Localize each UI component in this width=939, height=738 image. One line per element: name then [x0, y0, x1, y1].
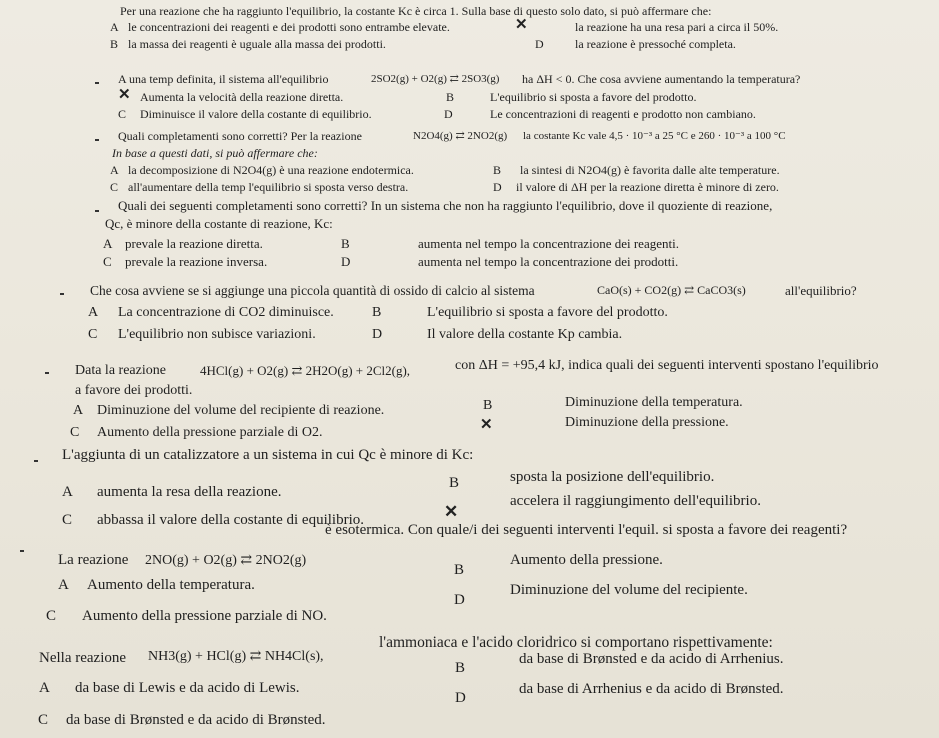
option-letter: D	[444, 107, 453, 121]
option-letter: B	[341, 236, 350, 251]
option-letter: C	[118, 107, 127, 121]
option-text: da base di Brønsted e da acido di Brønsted.	[66, 712, 326, 728]
option-letter: B	[493, 163, 502, 177]
option-text: Aumento della pressione.	[510, 552, 663, 568]
option-letter: D	[341, 254, 351, 269]
option-text: Diminuzione della pressione.	[565, 415, 729, 430]
equation: 4HCl(g) + O2(g) ⇄ 2H2O(g) + 2Cl2(g),	[200, 363, 411, 378]
question-stem: Che cosa avviene se si aggiunge una piccola quantità di ossido di calcio al sistema	[90, 283, 535, 298]
option-text: il valore di ΔH per la reazione diretta è minore di zero.	[516, 180, 779, 194]
option-text: le concentrazioni dei reagenti e dei prodotti sono entrambe elevate.	[128, 20, 450, 34]
option-text: L'equilibrio si sposta a favore del prodotto.	[427, 305, 668, 320]
option-letter: C	[103, 254, 112, 269]
question-stem: è esotermica. Con quale/i dei seguenti interventi l'equil. si sposta a favore dei reagenti?	[325, 522, 848, 538]
option-letter: D	[372, 327, 383, 342]
option-letter: B	[455, 660, 466, 676]
question-stem: la costante Kc vale 4,5 · 10⁻³ a 25 °C e 260 · 10⁻³ a 100 °C	[523, 130, 786, 142]
option-letter: A	[110, 20, 119, 34]
option-letter: A	[110, 163, 119, 177]
question-stem: con ΔH = +95,4 kJ, indica quali dei seguenti interventi spostano l'equilibrio	[455, 358, 879, 373]
option-text: accelera il raggiungimento dell'equilibrio.	[510, 493, 761, 509]
option-text: aumenta la resa della reazione.	[97, 484, 282, 500]
cross-mark-icon: ✕	[444, 502, 459, 521]
equation: 2SO2(g) + O2(g) ⇄ 2SO3(g)	[371, 73, 500, 85]
option-letter: C	[88, 327, 98, 342]
option-text: L'equilibrio non subisce variazioni.	[118, 327, 316, 342]
option-text: Aumenta la velocità della reazione diretta.	[140, 90, 344, 104]
option-text: Diminuisce il valore della costante di equilibrio.	[140, 107, 372, 121]
option-text: Diminuzione del volume del recipiente di reazione.	[97, 403, 385, 418]
equation: CaO(s) + CO2(g) ⇄ CaCO3(s)	[597, 283, 746, 297]
option-letter: A	[39, 680, 50, 696]
option-text: all'aumentare della temp l'equilibrio si sposta verso destra.	[128, 180, 409, 194]
option-text: aumenta nel tempo la concentrazione dei prodotti.	[418, 254, 679, 269]
question-stem: La reazione	[58, 552, 129, 568]
option-text: La concentrazione di CO2 diminuisce.	[118, 305, 334, 320]
option-letter: D	[493, 180, 502, 194]
option-text: la reazione è pressoché completa.	[575, 37, 736, 51]
option-letter: C	[110, 180, 119, 194]
option-letter: A	[103, 236, 113, 251]
option-text: Diminuzione della temperatura.	[565, 395, 743, 410]
option-text: la reazione ha una resa pari a circa il 50%.	[575, 20, 779, 34]
option-text: la massa dei reagenti è uguale alla massa dei prodotti.	[128, 37, 386, 51]
question-stem: Data la reazione	[75, 363, 166, 378]
question-stem: Quali dei seguenti completamenti sono corretti? In un sistema che non ha raggiunto l'equilibrio, dove il quoziente di reazione,	[118, 198, 773, 213]
option-text: Aumento della temperatura.	[87, 577, 255, 593]
question-stem: In base a questi dati, si può affermare che:	[112, 146, 318, 160]
question-stem: L'aggiunta di un catalizzatore a un sistema in cui Qc è minore di Kc:	[62, 447, 474, 463]
cross-mark-icon: ✕	[515, 17, 528, 33]
option-letter: D	[455, 690, 466, 706]
question-stem: ha ΔH < 0. Che cosa avviene aumentando la temperatura?	[522, 72, 801, 86]
option-text: prevale la reazione inversa.	[125, 254, 268, 269]
option-letter: B	[446, 90, 455, 104]
option-text: da base di Lewis e da acido di Lewis.	[75, 680, 300, 696]
question-stem: Per una reazione che ha raggiunto l'equilibrio, la costante Kc è circa 1. Sulla base di questo solo dato, si può affermare che:	[120, 4, 712, 18]
option-text: abbassa il valore della costante di equilibrio.	[97, 512, 364, 528]
equation: NH3(g) + HCl(g) ⇄ NH4Cl(s),	[148, 649, 324, 664]
option-letter: A	[73, 403, 84, 418]
question-stem: A una temp definita, il sistema all'equilibrio	[118, 72, 329, 86]
option-letter: A	[62, 484, 73, 500]
option-letter: D	[535, 37, 544, 51]
bullet-dash	[95, 82, 99, 84]
question-stem: Qc, è minore della costante di reazione, Kc:	[105, 216, 333, 231]
question-stem: Nella reazione	[39, 650, 127, 666]
option-text: prevale la reazione diretta.	[125, 236, 263, 251]
option-text: la sintesi di N2O4(g) è favorita dalle alte temperature.	[520, 163, 780, 177]
equation: 2NO(g) + O2(g) ⇄ 2NO2(g)	[145, 553, 307, 568]
question-stem: Quali completamenti sono corretti? Per la reazione	[118, 129, 362, 143]
option-letter: A	[88, 305, 99, 320]
option-text: Il valore della costante Kp cambia.	[427, 327, 623, 342]
option-text: L'equilibrio si sposta a favore del prodotto.	[490, 90, 697, 104]
bullet-dash	[45, 372, 49, 374]
cross-mark-icon: ✕	[480, 417, 493, 433]
option-text: Le concentrazioni di reagenti e prodotto non cambiano.	[490, 107, 756, 121]
option-letter: B	[483, 398, 493, 413]
option-letter: D	[454, 592, 465, 608]
question-stem: l'ammoniaca e l'acido cloridrico si comportano rispettivamente:	[379, 634, 773, 651]
option-letter: C	[62, 512, 73, 528]
option-text: sposta la posizione dell'equilibrio.	[510, 469, 715, 485]
option-text: da base di Arrhenius e da acido di Brønsted.	[519, 681, 784, 697]
option-letter: C	[38, 712, 49, 728]
option-text: Aumento della pressione parziale di NO.	[82, 608, 327, 624]
equation: N2O4(g) ⇄ 2NO2(g)	[413, 130, 508, 142]
option-letter: B	[449, 475, 460, 491]
option-text: la decomposizione di N2O4(g) è una reazione endotermica.	[128, 163, 414, 177]
question-stem: a favore dei prodotti.	[75, 383, 193, 398]
option-letter: A	[58, 577, 69, 593]
bullet-dash	[95, 139, 99, 141]
option-letter: C	[70, 425, 80, 440]
option-text: da base di Brønsted e da acido di Arrhenius.	[519, 651, 784, 667]
option-letter: C	[46, 608, 57, 624]
bullet-dash	[34, 460, 38, 462]
option-text: Aumento della pressione parziale di O2.	[97, 425, 323, 440]
bullet-dash	[60, 293, 64, 295]
option-letter: B	[372, 305, 382, 320]
bullet-dash	[20, 550, 24, 552]
option-letter: B	[454, 562, 465, 578]
option-text: aumenta nel tempo la concentrazione dei reagenti.	[418, 236, 679, 251]
bullet-dash	[95, 210, 99, 212]
option-text: Diminuzione del volume del recipiente.	[510, 582, 748, 598]
cross-mark-icon: ✕	[118, 87, 131, 103]
question-stem: all'equilibrio?	[785, 283, 857, 298]
option-letter: B	[110, 37, 119, 51]
